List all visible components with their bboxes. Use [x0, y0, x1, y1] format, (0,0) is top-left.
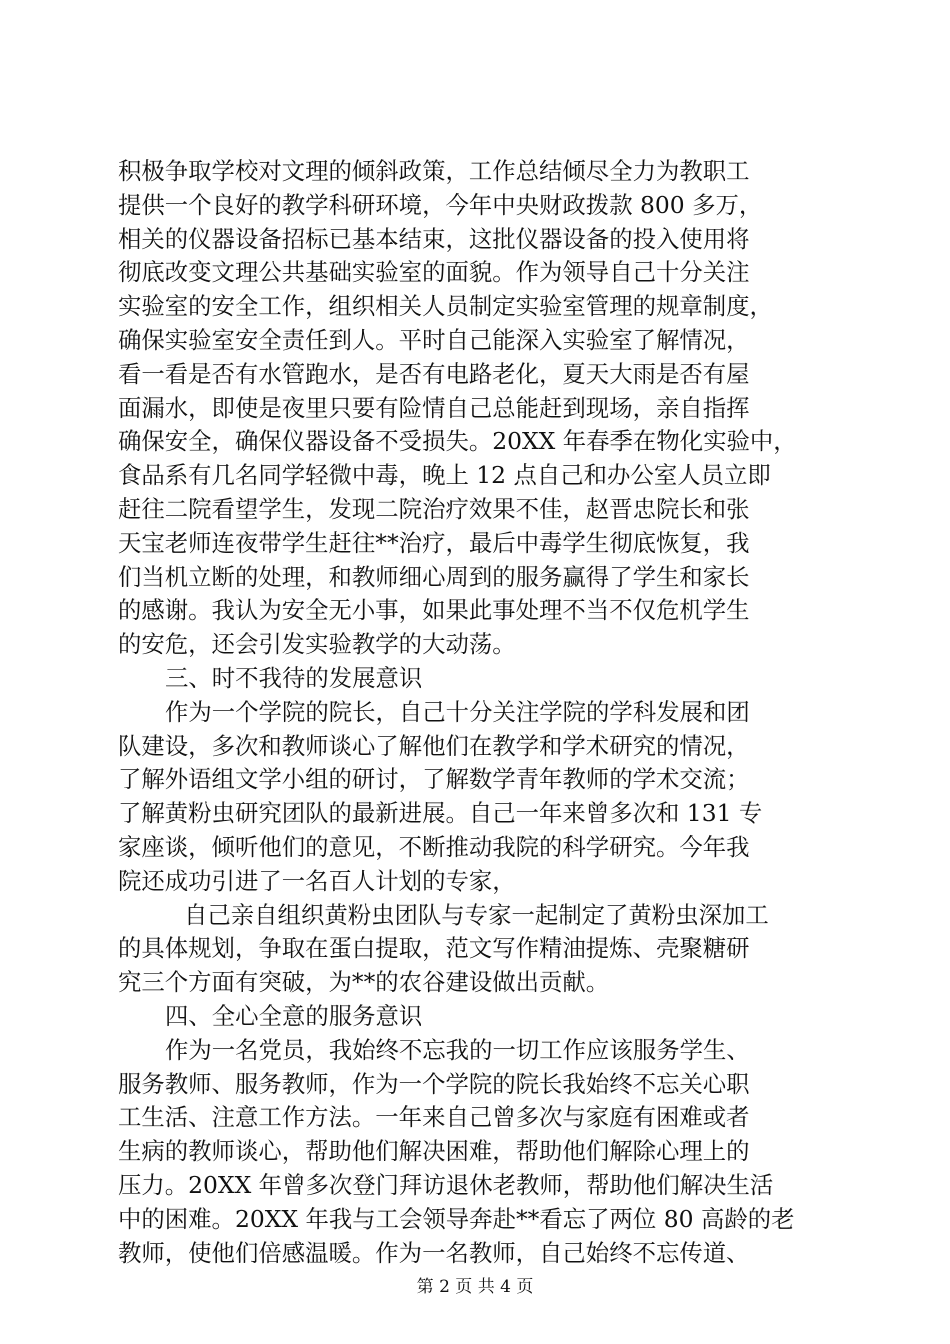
document-body — [118, 155, 834, 1270]
body-line: 确保安全，确保仪器设备不受损失。20XX 年春季在物化实验中， — [118, 427, 797, 456]
body-line: 了解外语组文学小组的研讨，了解数学青年教师的学术交流； — [118, 765, 750, 794]
body-line: 队建设，多次和教师谈心了解他们在教学和学术研究的情况， — [118, 731, 750, 760]
body-line: 相关的仪器设备招标已基本结束，这批仪器设备的投入使用将 — [118, 224, 750, 253]
body-line: 家座谈，倾听他们的意见，不断推动我院的科学研究。今年我 — [118, 832, 750, 861]
body-line: 的感谢。我认为安全无小事，如果此事处理不当不仅危机学生 — [118, 596, 750, 625]
body-line: 们当机立断的处理，和教师细心周到的服务赢得了学生和家长 — [118, 562, 750, 591]
body-line: 压力。20XX 年曾多次登门拜访退休老教师，帮助他们解决生活 — [118, 1170, 774, 1199]
body-line: 积极争取学校对文理的倾斜政策，工作总结倾尽全力为教职工 — [118, 157, 750, 185]
body-line: 彻底改变文理公共基础实验室的面貌。作为领导自己十分关注 — [118, 258, 750, 287]
body-line: 服务教师、服务教师，作为一个学院的院长我始终不忘关心职 — [118, 1069, 750, 1098]
body-line: 赶往二院看望学生，发现二院治疗效果不佳，赵晋忠院长和张 — [118, 494, 750, 523]
body-line: 中的困难。20XX 年我与工会领导奔赴**看忘了两位 80 高龄的老 — [118, 1204, 795, 1233]
body-line: 提供一个良好的教学科研环境，今年中央财政拨款 800 多万， — [118, 190, 763, 219]
body-line: 工生活、注意工作方法。一年来自己曾多次与家庭有困难或者 — [118, 1103, 750, 1132]
body-line: 的具体规划，争取在蛋白提取，范文写作精油提炼、壳聚糖研 — [118, 934, 750, 963]
body-line: 自己亲自组织黄粉虫团队与专家一起制定了黄粉虫深加工 — [184, 900, 769, 929]
page-footer: 第 2 页 共 4 页 — [416, 1277, 534, 1297]
body-line: 作为一个学院的院长，自己十分关注学院的学科发展和团 — [165, 697, 750, 726]
body-line: 四、全心全意的服务意识 — [165, 1001, 423, 1030]
body-line: 教师，使他们倍感温暖。作为一名教师，自己始终不忘传道、 — [118, 1238, 750, 1267]
body-line: 面漏水，即使是夜里只要有险情自己总能赶到现场，亲自指挥 — [118, 393, 750, 422]
body-line: 食品系有几名同学轻微中毒，晚上 12 点自己和办公室人员立即 — [118, 461, 771, 490]
body-line: 的安危，还会引发实验教学的大动荡。 — [118, 630, 516, 659]
body-line: 确保实验室安全责任到人。平时自己能深入实验室了解情况， — [118, 325, 750, 354]
body-line: 三、时不我待的发展意识 — [165, 663, 423, 692]
body-line: 实验室的安全工作，组织相关人员制定实验室管理的规章制度， — [118, 292, 773, 321]
body-line: 究三个方面有突破，为**的农谷建设做出贡献。 — [118, 968, 610, 997]
body-text — [118, 155, 834, 1270]
body-line: 了解黄粉虫研究团队的最新进展。自己一年来曾多次和 131 专 — [118, 799, 763, 828]
body-line: 生病的教师谈心，帮助他们解决困难，帮助他们解除心理上的 — [118, 1137, 750, 1166]
body-line: 看一看是否有水管跑水，是否有电路老化，夏天大雨是否有屋 — [118, 359, 750, 388]
body-line: 天宝老师连夜带学生赶往**治疗，最后中毒学生彻底恢复，我 — [118, 528, 750, 557]
body-line: 院还成功引进了一名百人计划的专家， — [118, 866, 516, 895]
body-line: 作为一名党员，我始终不忘我的一切工作应该服务学生、 — [165, 1035, 750, 1064]
